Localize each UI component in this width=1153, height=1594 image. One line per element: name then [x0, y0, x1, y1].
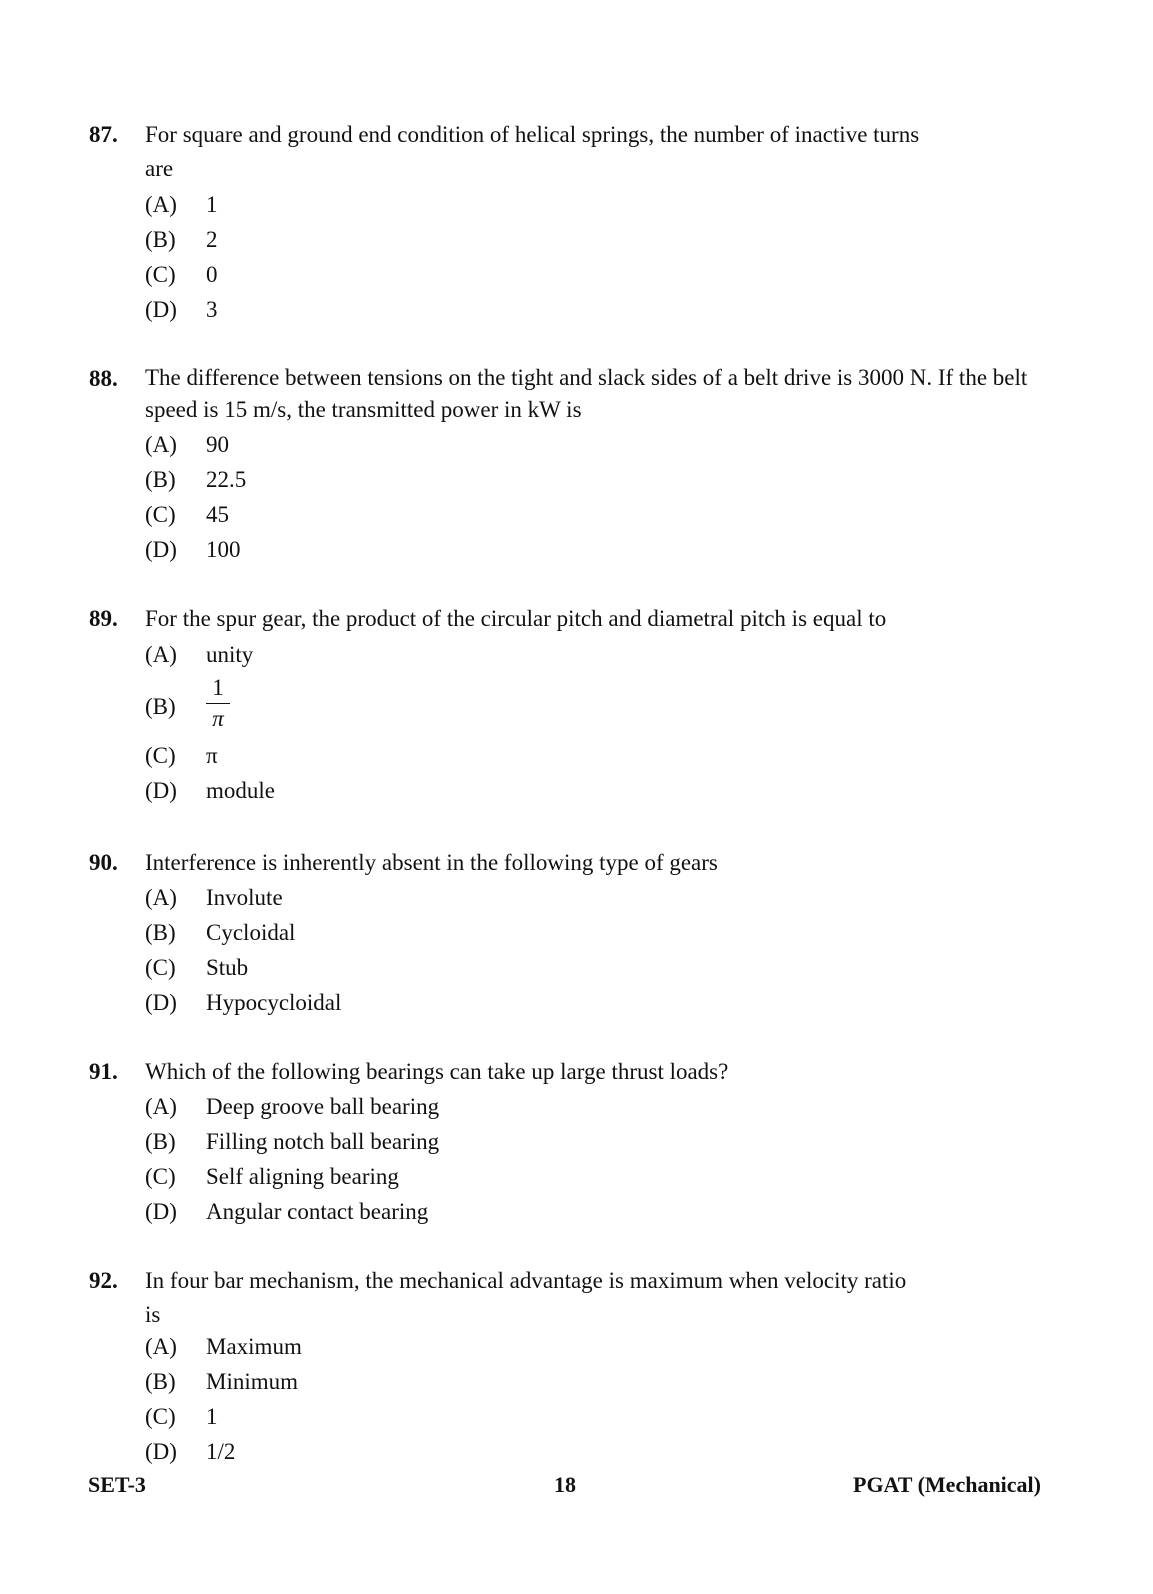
question-number: 88.: [89, 366, 118, 391]
option-d: [145, 293, 1045, 328]
option-d: [145, 986, 1045, 1021]
options-list: [145, 638, 1045, 809]
options-list: [145, 1090, 1045, 1230]
option-label: (A): [145, 1334, 177, 1359]
option-b: [145, 1365, 1045, 1400]
option-value: Cycloidal: [206, 920, 296, 945]
fraction-one-over-pi: [206, 673, 230, 734]
options-list: [145, 188, 1045, 328]
option-value: unity: [206, 642, 254, 667]
option-a: [145, 638, 1045, 673]
option-value: module: [206, 778, 275, 803]
option-a: [145, 188, 1045, 223]
option-value: Deep groove ball bearing: [206, 1094, 440, 1119]
option-label: (D): [145, 990, 177, 1015]
fraction-numerator: 1: [206, 673, 230, 704]
option-value: 3: [206, 297, 218, 322]
fraction-denominator: π: [212, 706, 224, 731]
option-value: Filling notch ball bearing: [206, 1129, 440, 1154]
option-label: (A): [145, 885, 177, 910]
question-text: For square and ground end condition of helical springs, the number of inactive turns are: [145, 122, 920, 181]
option-value: 22.5: [206, 467, 247, 492]
options-list: [145, 881, 1045, 1021]
footer-subject: PGAT (Mechanical): [853, 1472, 1041, 1497]
option-label: (C): [145, 743, 176, 768]
option-label: (A): [145, 642, 177, 667]
option-c: [145, 739, 1045, 774]
option-label: (A): [145, 432, 177, 457]
option-label: (C): [145, 262, 176, 287]
option-label: (D): [145, 1439, 177, 1464]
option-value: 90: [206, 432, 229, 457]
option-value: Involute: [206, 885, 283, 910]
option-label: (B): [145, 467, 176, 492]
option-a: [145, 881, 1045, 916]
option-b: [145, 463, 1045, 498]
option-c: [145, 498, 1045, 533]
option-c: [145, 1400, 1045, 1435]
option-label: (B): [145, 694, 176, 719]
option-d: [145, 1435, 1045, 1470]
option-value: Maximum: [206, 1334, 302, 1359]
option-label: (A): [145, 192, 177, 217]
option-value: 2: [206, 227, 218, 252]
option-value: 1: [206, 1404, 218, 1429]
option-value: 1/2: [206, 1439, 236, 1464]
question-text: Interference is inherently absent in the following type of gears: [145, 850, 718, 875]
option-label: (D): [145, 297, 177, 322]
option-a: [145, 1330, 1045, 1365]
option-d: [145, 1195, 1045, 1230]
option-label: (C): [145, 1164, 176, 1189]
option-a: [145, 428, 1045, 463]
question-text: Which of the following bearings can take up large thrust loads?: [145, 1059, 729, 1084]
question-number: 87.: [89, 122, 118, 147]
question-text: For the spur gear, the product of the circular pitch and diametral pitch is equal to: [145, 606, 887, 631]
question-number: 91.: [89, 1059, 118, 1084]
option-label: (D): [145, 537, 177, 562]
option-b: [145, 673, 1045, 739]
option-d: [145, 774, 1045, 809]
option-label: (B): [145, 920, 176, 945]
option-value: 1: [206, 192, 218, 217]
footer-page-number: 18: [554, 1472, 576, 1497]
option-value: 0: [206, 262, 218, 287]
option-value: Hypocycloidal: [206, 990, 342, 1015]
option-c: [145, 258, 1045, 293]
question-text: The difference between tensions on the tight and slack sides of a belt drive is 3000 N. If the belt speed is 15 m/s, the transmitted power in kW is: [145, 365, 1028, 422]
option-value: 45: [206, 502, 229, 527]
option-value: 100: [206, 537, 241, 562]
option-d: [145, 533, 1045, 568]
option-b: [145, 916, 1045, 951]
option-b: [145, 1125, 1045, 1160]
options-list: [145, 428, 1045, 568]
options-list: [145, 1330, 1045, 1470]
question-number: 89.: [89, 606, 118, 631]
option-value: Minimum: [206, 1369, 299, 1394]
option-label: (C): [145, 502, 176, 527]
option-label: (D): [145, 778, 177, 803]
option-value: Self aligning bearing: [206, 1164, 399, 1189]
option-label: (C): [145, 955, 176, 980]
option-label: (D): [145, 1199, 177, 1224]
option-label: (B): [145, 227, 176, 252]
option-value: π: [206, 743, 218, 768]
footer-set-code: SET-3: [88, 1472, 146, 1497]
option-c: [145, 1160, 1045, 1195]
option-label: (A): [145, 1094, 177, 1119]
option-b: [145, 223, 1045, 258]
option-value: Angular contact bearing: [206, 1199, 429, 1224]
question-text: In four bar mechanism, the mechanical advantage is maximum when velocity ratio is: [145, 1268, 907, 1327]
question-number: 92.: [89, 1268, 118, 1293]
option-label: (B): [145, 1129, 176, 1154]
option-label: (B): [145, 1369, 176, 1394]
option-a: [145, 1090, 1045, 1125]
option-label: (C): [145, 1404, 176, 1429]
option-value: Stub: [206, 955, 249, 980]
option-c: [145, 951, 1045, 986]
question-number: 90.: [89, 850, 118, 875]
